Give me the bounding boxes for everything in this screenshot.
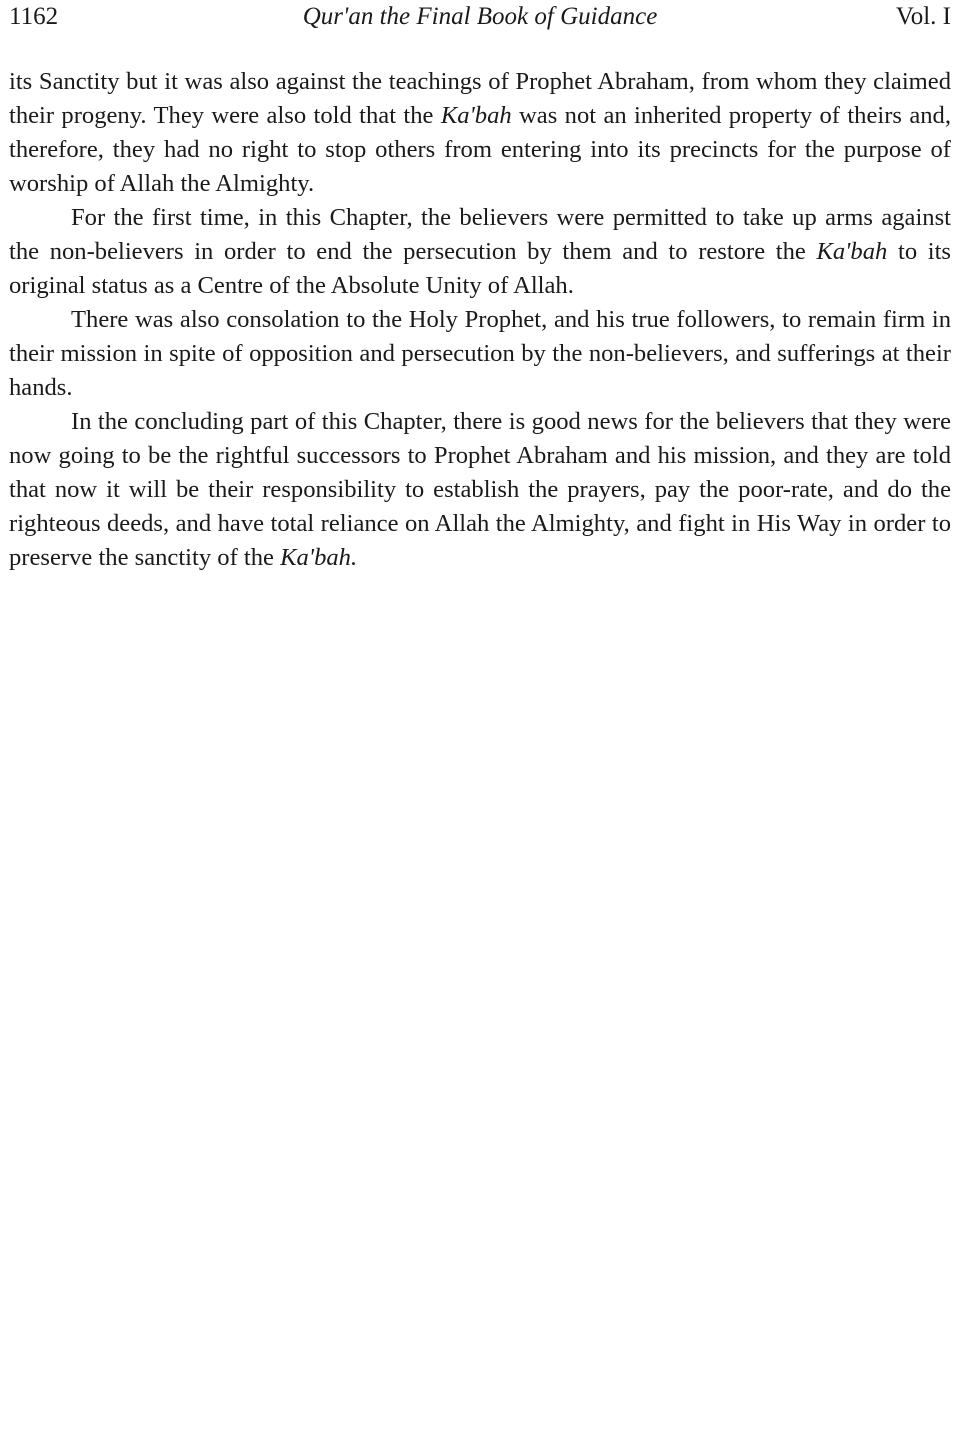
- page-number: 1162: [9, 3, 59, 30]
- paragraph-3: [9, 303, 951, 405]
- paragraph-text: For the first time, in this Chapter, the believers were permitted to take up arms against the non-believers in order to end the persecution by them and to restore the: [9, 204, 951, 265]
- paragraph-text: its Sanctity but it was also against the teachings of Prophet Abraham, from whom they claimed their progeny. They were also told that the: [9, 68, 951, 129]
- paragraph-1: [9, 65, 951, 201]
- running-header: [9, 0, 951, 40]
- italic-term: Ka'bah: [440, 102, 512, 129]
- paragraph-text: There was also consolation to the Holy Prophet, and his true followers, to remain firm in their mission in spite of opposition and persecution by the non-believers, and sufferings at their hands.: [9, 306, 951, 401]
- italic-term: Ka'bah: [816, 238, 888, 265]
- paragraph-text: was not an inherited property of theirs and, therefore, they had no right to stop others from entering into its precincts for the purpose of worship of Allah the Almighty.: [9, 102, 951, 197]
- paragraph-2: [9, 201, 951, 303]
- volume-label: Vol. I: [895, 3, 951, 30]
- paragraph-4: [9, 405, 951, 575]
- book-title: Qur'an the Final Book of Guidance: [302, 3, 658, 30]
- paragraph-text: In the concluding part of this Chapter, there is good news for the believers that they were now going to be the rightful successors to Prophet Abraham and his mission, and they are told that now it will be their responsibility to establish the prayers, pay the poor-rate, and do the righteous deeds, and have total reliance on Allah the Almighty, and fight in His Way in order to preserve the sanctity of the: [9, 408, 951, 571]
- body-text: [9, 65, 951, 575]
- italic-term: Ka'bah.: [280, 544, 358, 571]
- paragraph-text: to its original status as a Centre of the Absolute Unity of Allah.: [9, 238, 951, 299]
